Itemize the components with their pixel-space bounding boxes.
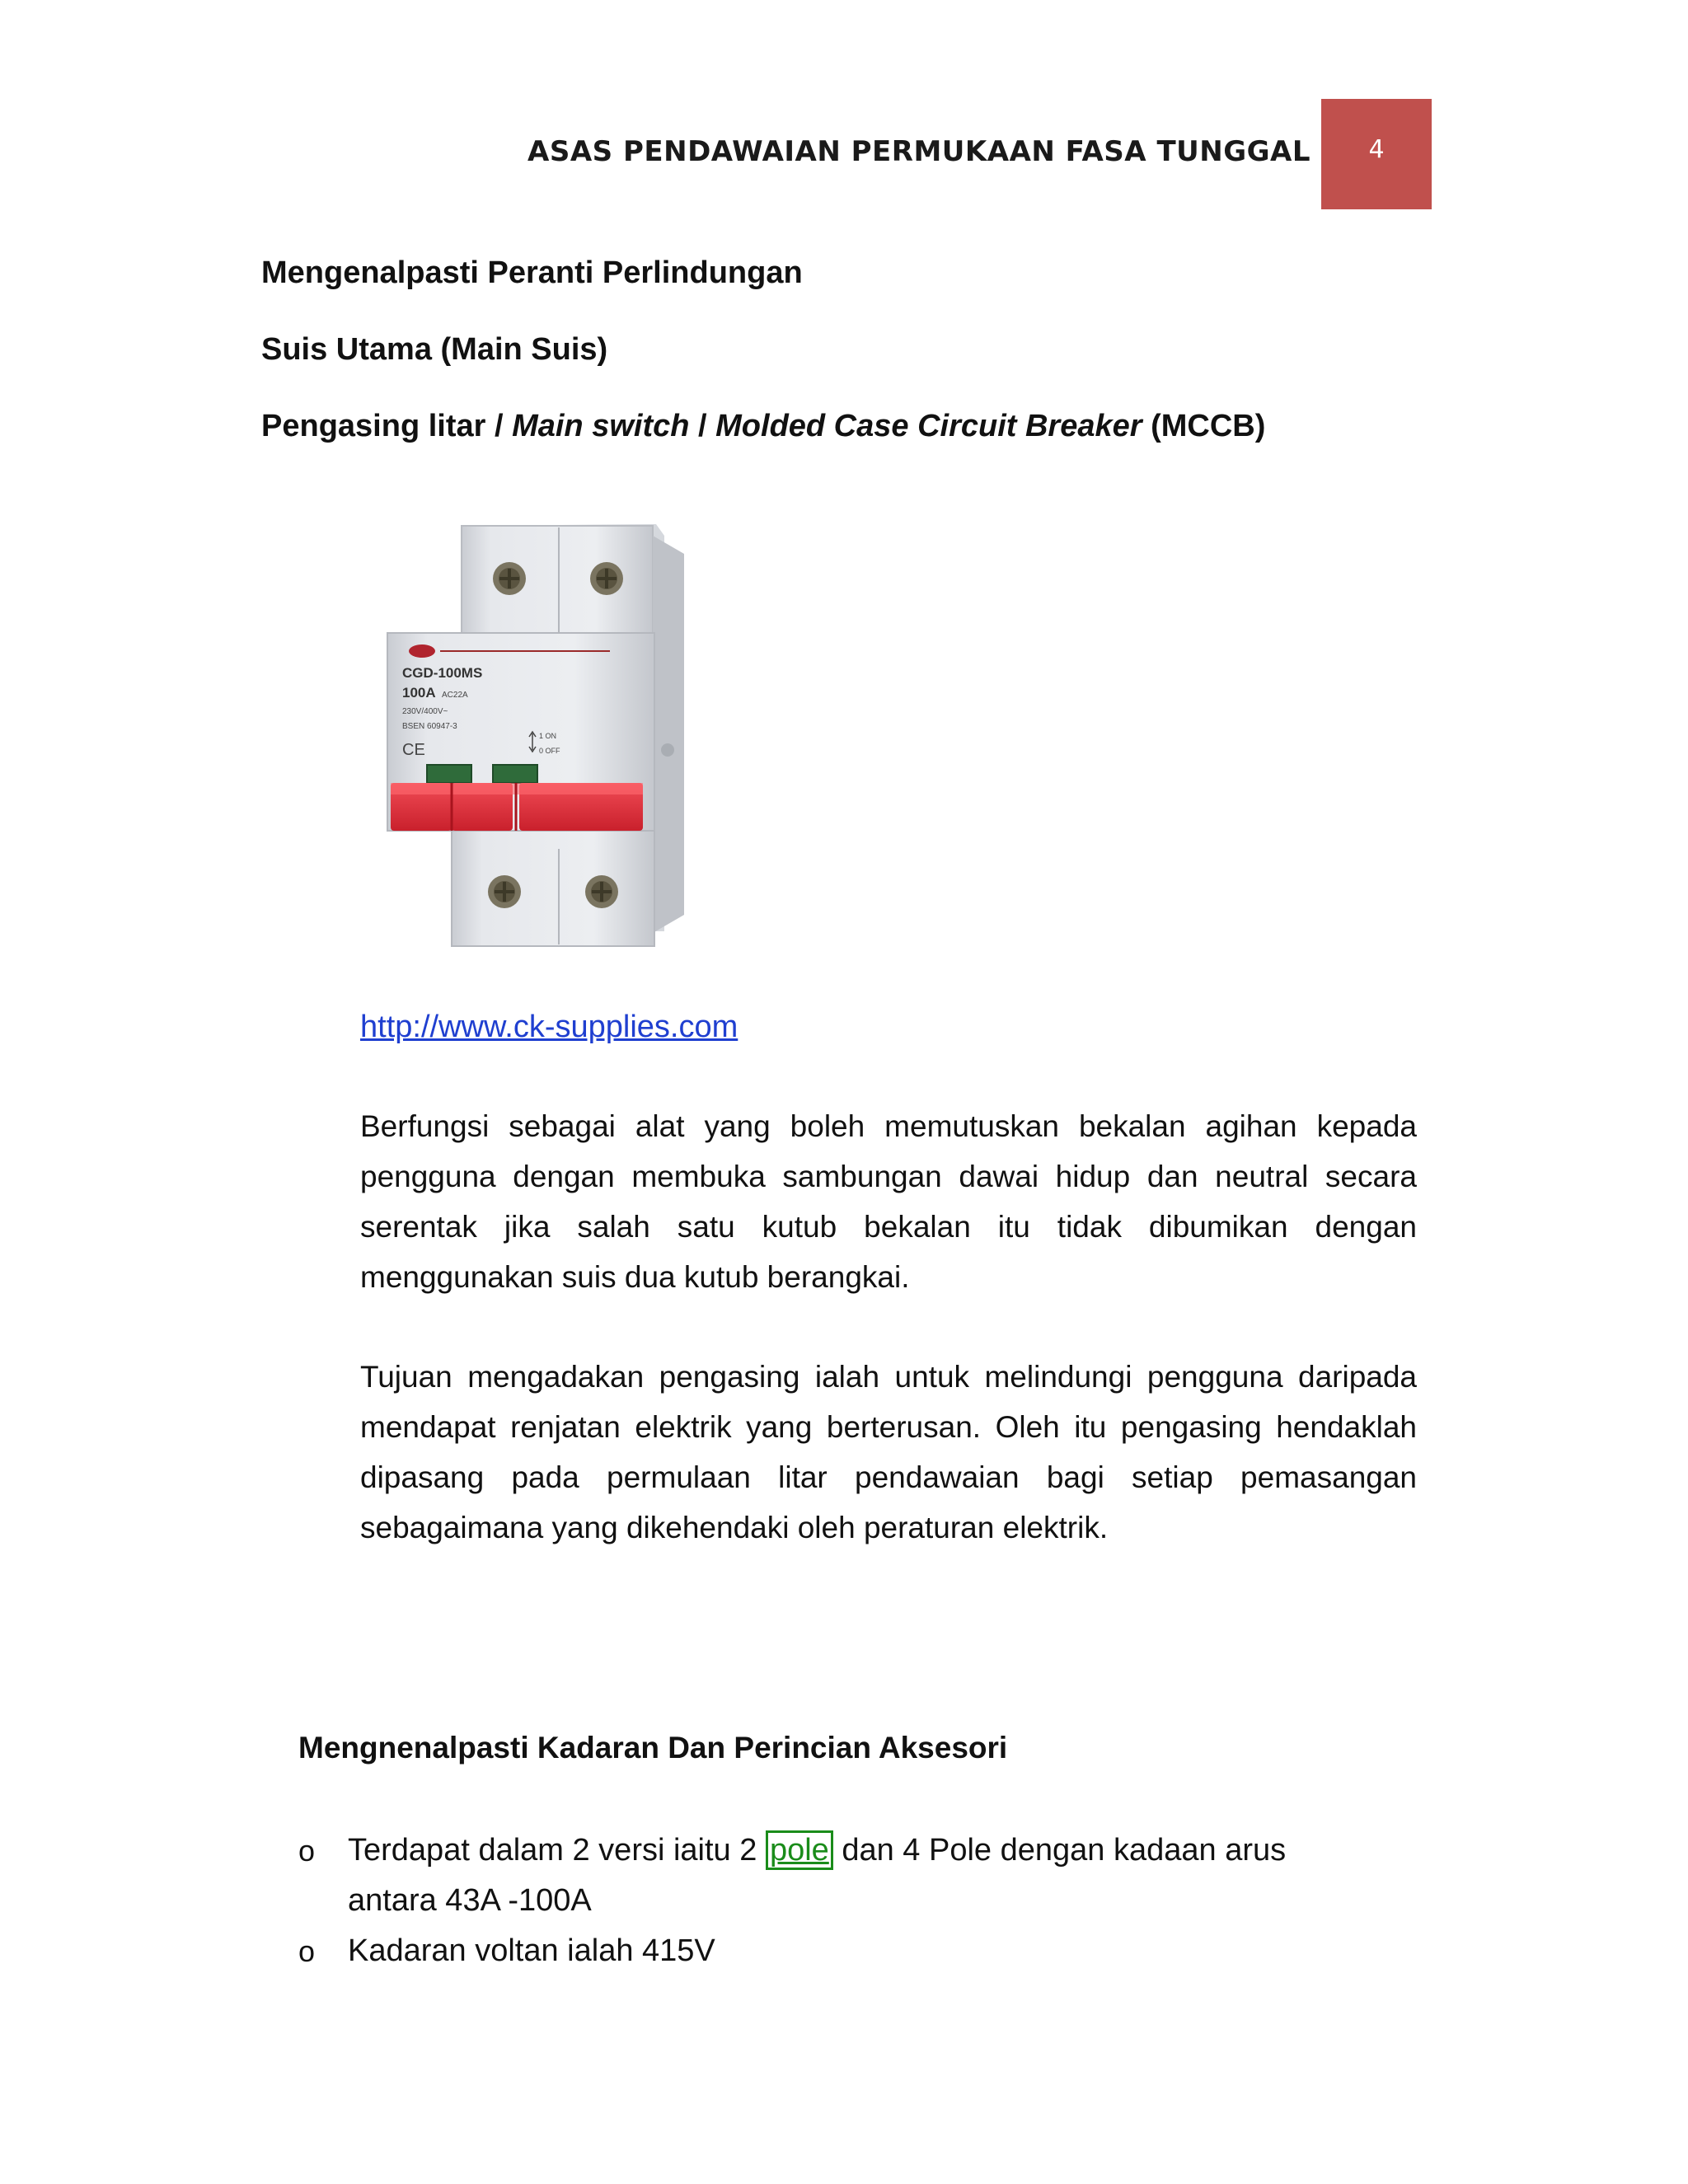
list-item-text-continued: antara 43A -100A bbox=[348, 1883, 592, 1918]
paragraph-function: Berfungsi sebagai alat yang boleh memutuskan bekalan agihan kepada pengguna dengan membuka sambungan dawai hidup dan neutral secara serentak jika salah satu kutub bekalan itu tidak dibumikan dengan menggunakan suis dua kutub berangkai. bbox=[360, 1109, 1417, 1294]
paragraph-purpose: Tujuan mengadakan pengasing ialah untuk melindungi pengguna daripada mendapat renjatan elektrik yang berterusan. Oleh itu pengasing hendaklah dipasang pada permulaan litar pendawaian bagi setiap pemasangan sebagaimana yang dikehendaki oleh peraturan elektrik. bbox=[360, 1360, 1417, 1544]
subsection-title: Suis Utama (Main Suis) bbox=[261, 332, 608, 367]
section-title: Mengenalpasti Peranti Perlindungan bbox=[261, 255, 803, 290]
device-title-italic: Molded Case Circuit Breaker bbox=[715, 409, 1142, 443]
bullet-icon: o bbox=[298, 1834, 316, 1868]
list-item-text: Kadaran voltan ialah 415V bbox=[348, 1933, 715, 1968]
device-title-part: / bbox=[689, 409, 716, 443]
model-label: CGD-100MS bbox=[402, 665, 483, 681]
ce-mark: CE bbox=[402, 741, 425, 759]
device-title-italic: Main switch bbox=[512, 409, 690, 443]
on-label: 1 ON bbox=[539, 732, 557, 740]
device-title bbox=[261, 409, 1265, 444]
voltage-label: 230V/400V~ bbox=[402, 707, 448, 716]
list-item-text: dan 4 Pole dengan kadaan arus bbox=[832, 1833, 1287, 1868]
list-item-text: Terdapat dalam 2 versi iaitu 2 bbox=[348, 1833, 766, 1868]
image-source-link[interactable]: http://www.ck-supplies.com bbox=[360, 1010, 738, 1044]
page-number-box bbox=[1321, 99, 1432, 209]
rating-sub-label: AC22A bbox=[442, 691, 468, 700]
standard-label: BSEN 60947-3 bbox=[402, 722, 457, 731]
ratings-list bbox=[298, 1825, 1452, 1976]
document-header-title: ASAS PENDAWAIAN PERMUKAAN FASA TUNGGAL bbox=[528, 135, 1311, 168]
off-label: 0 OFF bbox=[539, 747, 560, 755]
device-title-part: (MCCB) bbox=[1142, 409, 1266, 443]
bullet-icon: o bbox=[298, 1934, 316, 1968]
list-item bbox=[298, 1926, 1452, 1976]
page-number: 4 bbox=[1368, 135, 1385, 164]
section-heading-ratings: Mengnenalpasti Kadaran Dan Perincian Aksesori bbox=[298, 1731, 1008, 1765]
list-item bbox=[298, 1825, 1452, 1926]
device-title-part: Pengasing litar / bbox=[261, 409, 513, 443]
main-switch-image bbox=[354, 503, 750, 972]
main-switch-illustration bbox=[354, 503, 750, 972]
highlighted-word: pole bbox=[766, 1830, 833, 1870]
rating-label: 100A bbox=[402, 685, 436, 701]
